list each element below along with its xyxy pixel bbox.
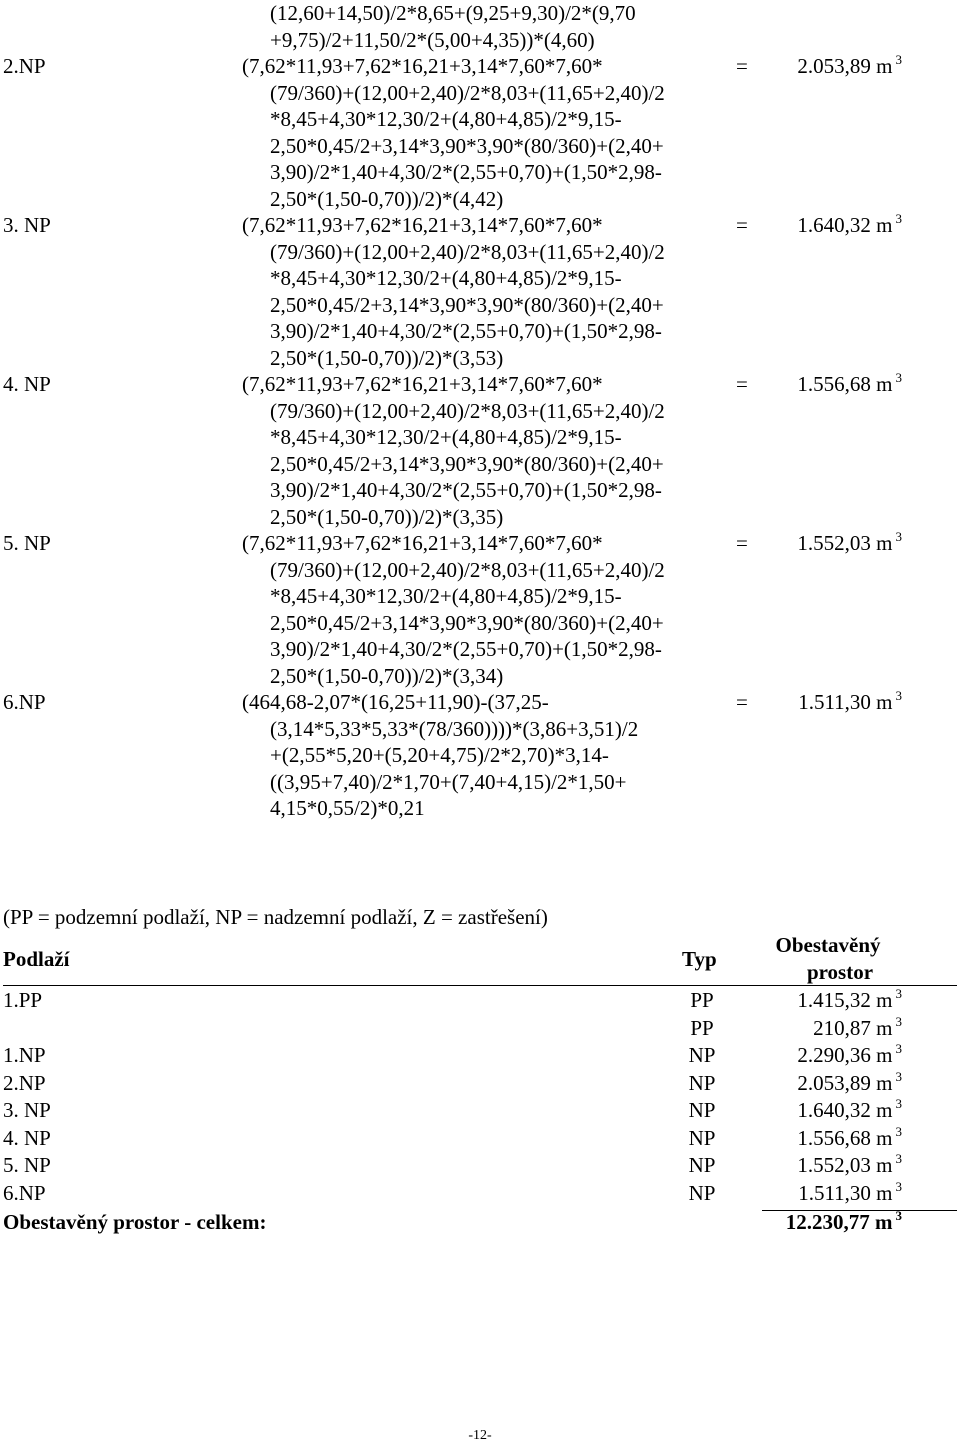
row-type: NP xyxy=(688,1070,716,1095)
volume-exponent: 3 xyxy=(895,1178,902,1194)
header-type: Typ xyxy=(682,947,717,971)
formula-line: (3,14*5,33*5,33*(78/360))))*(3,86+3,51)/2 xyxy=(270,716,639,741)
formula-line: *8,45+4,30*12,30/2+(4,80+4,85)/2*9,15- xyxy=(270,584,622,608)
row-floor: 2.NP xyxy=(3,1070,46,1095)
result-exponent: 3 xyxy=(895,52,902,67)
formula-line: (7,62*11,93+7,62*16,21+3,14*7,60*7,60* xyxy=(242,213,603,237)
row-volume xyxy=(740,1125,902,1154)
row-type: NP xyxy=(688,1098,716,1122)
formula-line: 2,50*(1,50-0,70))/2)*(3,35) xyxy=(270,504,504,529)
floor-volume-result xyxy=(752,53,902,82)
equals-sign: = xyxy=(736,213,748,237)
page-number: -12- xyxy=(468,1428,492,1443)
volume-exponent: 3 xyxy=(895,1041,902,1056)
row-type: NP xyxy=(688,1043,716,1067)
formula-line: 4,15*0,55/2)*0,21 xyxy=(270,796,425,820)
volume-exponent: 3 xyxy=(895,1068,902,1084)
floor-label: 2.NP xyxy=(3,54,46,78)
floor-label: 6.NP xyxy=(3,690,46,714)
header-rule xyxy=(3,985,957,986)
volume-exponent: 3 xyxy=(895,986,902,1001)
formula-line: +(2,55*5,20+(5,20+4,75)/2*2,70)*3,14- xyxy=(270,743,609,767)
result-value: 1.556,68 m xyxy=(797,372,893,396)
formula-line: 2,50*(1,50-0,70))/2)*(3,34) xyxy=(270,663,504,688)
row-type: PP xyxy=(690,1015,714,1040)
row-floor: 4. NP xyxy=(3,1125,51,1150)
row-volume xyxy=(740,1070,902,1099)
volume-value: 1.556,68 m xyxy=(797,1125,893,1150)
row-type: NP xyxy=(688,1180,716,1205)
abbreviation-note: (PP = podzemní podlaží, NP = nadzemní podlaží, Z = zastřešení) xyxy=(3,905,548,929)
volume-value: 210,87 m xyxy=(813,1015,893,1040)
result-exponent: 3 xyxy=(895,370,902,385)
equals-sign: = xyxy=(736,531,748,555)
formula-line: ((3,95+7,40)/2*1,70+(7,40+4,15)/2*1,50+ xyxy=(270,769,627,794)
volume-value: 2.053,89 m xyxy=(797,1070,893,1095)
formula-line: (12,60+14,50)/2*8,65+(9,25+9,30)/2*(9,70 xyxy=(270,1,636,25)
row-volume xyxy=(740,1152,902,1181)
formula-line: 3,90)/2*1,40+4,30/2*(2,55+0,70)+(1,50*2,98- xyxy=(270,160,662,184)
header-volume-line1: Obestavěný xyxy=(775,933,881,957)
floor-volume-result xyxy=(752,212,902,241)
volume-exponent: 3 xyxy=(895,1151,902,1166)
total-label: Obestavěný prostor - celkem: xyxy=(3,1210,267,1234)
formula-line: 2,50*0,45/2+3,14*3,90*3,90*(80/360)+(2,40+ xyxy=(270,610,664,635)
result-value: 1.552,03 m xyxy=(797,531,893,555)
formula-line: +9,75)/2+11,50/2*(5,00+4,35))*(4,60) xyxy=(270,27,595,52)
formula-line: 2,50*(1,50-0,70))/2)*(3,53) xyxy=(270,345,504,370)
header-floor: Podlaží xyxy=(3,947,70,971)
formula-line: *8,45+4,30*12,30/2+(4,80+4,85)/2*9,15- xyxy=(270,107,622,131)
row-type: NP xyxy=(688,1153,716,1177)
floor-label: 4. NP xyxy=(3,372,51,396)
volume-value: 1.415,32 m xyxy=(797,988,893,1012)
formula-line: 3,90)/2*1,40+4,30/2*(2,55+0,70)+(1,50*2,98- xyxy=(270,478,662,502)
floor-volume-result xyxy=(752,530,902,559)
formula-line: 2,50*0,45/2+3,14*3,90*3,90*(80/360)+(2,40+ xyxy=(270,292,664,317)
total-volume: 12.230,77 m $^3$ xyxy=(785,1208,902,1234)
result-value: 1.511,30 m xyxy=(798,690,893,714)
row-volume xyxy=(740,1015,902,1044)
formula-line: 2,50*0,45/2+3,14*3,90*3,90*(80/360)+(2,40+ xyxy=(270,451,664,476)
row-floor: 3. NP xyxy=(3,1098,51,1122)
floor-volume-result xyxy=(752,371,902,400)
volume-value: 1.511,30 m xyxy=(798,1180,893,1205)
formula-line: *8,45+4,30*12,30/2+(4,80+4,85)/2*9,15- xyxy=(270,266,622,290)
row-floor: 5. NP xyxy=(3,1153,51,1177)
row-floor: 1.NP xyxy=(3,1043,46,1067)
formula-line: (7,62*11,93+7,62*16,21+3,14*7,60*7,60* xyxy=(242,372,603,396)
row-floor: 6.NP xyxy=(3,1180,46,1205)
result-exponent: 3 xyxy=(895,529,902,544)
formula-line: (79/360)+(12,00+2,40)/2*8,03+(11,65+2,40)/2 xyxy=(270,557,665,582)
volume-value: 1.552,03 m xyxy=(797,1153,893,1177)
volume-value: 1.640,32 m xyxy=(797,1098,893,1122)
volume-exponent: 3 xyxy=(895,1123,902,1139)
equals-sign: = xyxy=(736,54,748,78)
formula-line: *8,45+4,30*12,30/2+(4,80+4,85)/2*9,15- xyxy=(270,425,622,449)
row-volume xyxy=(740,1180,902,1209)
formula-line: (79/360)+(12,00+2,40)/2*8,03+(11,65+2,40)/2 xyxy=(270,398,665,423)
volume-exponent: 3 xyxy=(895,1096,902,1111)
result-exponent: 3 xyxy=(895,688,902,703)
volume-exponent: 3 xyxy=(895,1013,902,1029)
formula-line: (464,68-2,07*(16,25+11,90)-(37,25- xyxy=(242,690,549,714)
floor-label: 3. NP xyxy=(3,213,51,237)
row-type: NP xyxy=(688,1125,716,1150)
result-value: 1.640,32 m xyxy=(797,213,893,237)
volume-value: 2.290,36 m xyxy=(797,1043,893,1067)
equals-sign: = xyxy=(736,372,748,396)
row-floor: 1.PP xyxy=(3,988,43,1012)
result-value: 2.053,89 m xyxy=(797,54,893,78)
formula-line: (7,62*11,93+7,62*16,21+3,14*7,60*7,60* xyxy=(242,531,603,555)
row-type: PP xyxy=(690,988,714,1012)
formula-line: 2,50*0,45/2+3,14*3,90*3,90*(80/360)+(2,40+ xyxy=(270,133,664,158)
result-exponent: 3 xyxy=(895,211,902,226)
formula-line: 2,50*(1,50-0,70))/2)*(4,42) xyxy=(270,186,504,211)
formula-line: (79/360)+(12,00+2,40)/2*8,03+(11,65+2,40)/2 xyxy=(270,239,665,264)
formula-line: (79/360)+(12,00+2,40)/2*8,03+(11,65+2,40)/2 xyxy=(270,80,665,105)
formula-line: (7,62*11,93+7,62*16,21+3,14*7,60*7,60* xyxy=(242,54,603,78)
header-volume-line2: prostor xyxy=(806,960,874,984)
equals-sign: = xyxy=(736,690,748,714)
row-volume xyxy=(740,987,902,1016)
formula-line: 3,90)/2*1,40+4,30/2*(2,55+0,70)+(1,50*2,98- xyxy=(270,319,662,343)
row-volume xyxy=(740,1042,902,1071)
row-volume xyxy=(740,1097,902,1126)
floor-label: 5. NP xyxy=(3,531,51,555)
floor-volume-result xyxy=(752,689,902,718)
formula-line: 3,90)/2*1,40+4,30/2*(2,55+0,70)+(1,50*2,98- xyxy=(270,637,662,661)
